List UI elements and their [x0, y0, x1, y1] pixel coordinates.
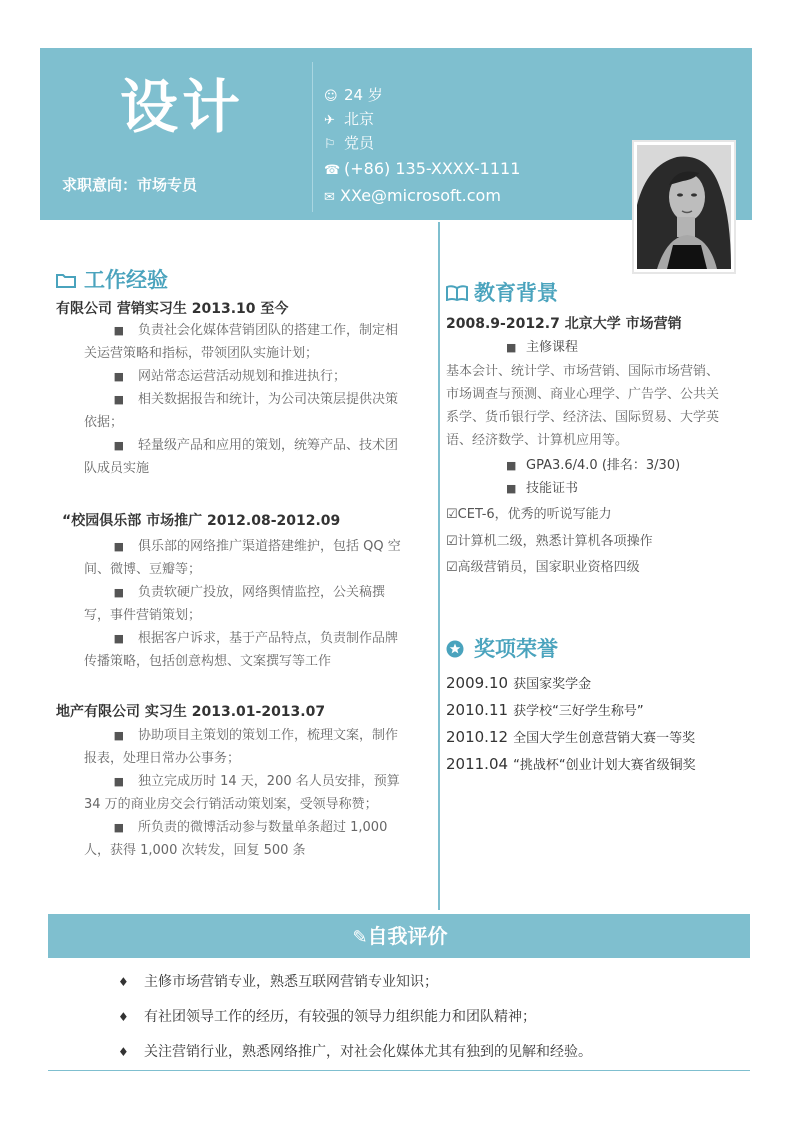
cert-item: ☑计算机二级，熟悉计算机各项操作 [446, 534, 653, 549]
education-title-text: 教育背景 [474, 281, 558, 305]
job-bullet: ■ 协助项目主策划的策划工作，梳理文案，制作 报表，处理日常办公事务； [84, 724, 426, 770]
awards-title-text: 奖项荣誉 [474, 637, 558, 661]
job-bullet: ■ 相关数据报告和统计，为公司决策层提供决策 依据； [84, 388, 426, 434]
award-item: 2011.04 “挑战杯“创业计划大赛省级铜奖 [446, 755, 696, 773]
pencil-icon: ✎ [352, 927, 368, 948]
job-bullets [84, 535, 429, 673]
square-bullet-icon: ■ [113, 439, 124, 452]
courses-text: 基本会计、统计学、市场营销、国际市场营销、 市场调查与预测、商业心理学、广告学、公共关 系学、货币银行学、经济法、国际贸易、大学英 语、经济数学、计算机应用等。 [446, 364, 720, 448]
job-header: 地产有限公司 实习生 2013.01-2013.07 [56, 704, 326, 720]
square-bullet-icon: ■ [113, 775, 124, 788]
square-bullet-icon: ■ [113, 370, 124, 383]
star-icon [446, 639, 474, 660]
location-row [324, 112, 374, 127]
self-eval-item: ♦ 有社团领导工作的经历，有较强的领导力组织能力和团队精神； [118, 1009, 536, 1025]
job-bullets [84, 724, 429, 862]
column-divider [438, 222, 440, 910]
age-row [324, 88, 383, 103]
phone-text: (+86) 135-XXXX-1111 [344, 159, 521, 178]
award-item: 2010.12 全国大学生创意营销大赛一等奖 [446, 728, 696, 746]
work-section-title [56, 270, 168, 291]
phone-row [324, 161, 520, 177]
mail-icon: ✉ [324, 190, 335, 205]
politics-row [324, 136, 374, 151]
bottom-divider [48, 1070, 750, 1071]
job-bullet: ■ 所负责的微博活动参与数量单条超过 1,000 人，获得 1,000 次转发，回复 500 条 [84, 816, 426, 862]
location-text: 北京 [344, 110, 375, 128]
self-eval-title: ✎自我评价 [352, 924, 448, 948]
email-text: XXe@microsoft.com [340, 186, 501, 205]
square-bullet-icon: ■ [506, 459, 517, 472]
email-row [324, 188, 501, 204]
job-bullet: ■ 根据客户诉求，基于产品特点，负责制作品牌 传播策略，包括创意构想、文案撰写等工作 [84, 627, 426, 673]
square-bullet-icon: ■ [113, 632, 124, 645]
politics-text: 党员 [344, 134, 375, 152]
diamond-bullet-icon: ♦ [118, 975, 129, 989]
age-text: 24 岁 [344, 86, 383, 104]
folder-icon [56, 270, 84, 291]
education-header: 2008.9-2012.7 北京大学 市场营销 [446, 316, 682, 332]
job-header: 有限公司 营销实习生 2013.10 至今 [56, 301, 289, 317]
square-bullet-icon: ■ [113, 393, 124, 406]
award-item: 2010.11 获学校“三好学生称号” [446, 701, 644, 719]
diamond-bullet-icon: ♦ [118, 1010, 129, 1024]
square-bullet-icon: ■ [113, 586, 124, 599]
cert-item: ☑高级营销员，国家职业资格四级 [446, 560, 640, 575]
portrait-image [637, 145, 731, 269]
awards-section-title [446, 639, 558, 660]
header-divider [312, 62, 313, 212]
job-bullet: ■ 负责社会化媒体营销团队的搭建工作，制定相 关运营策略和指标，带领团队实施计划； [84, 319, 426, 365]
phone-icon: ☎ [324, 163, 341, 178]
smile-icon: ☺ [324, 89, 338, 104]
square-bullet-icon: ■ [113, 324, 124, 337]
award-item: 2009.10 获国家奖学金 [446, 674, 592, 692]
job-bullet: ■ 独立完成历时 14 天，200 名人员安排，预算 34 万的商业房交会行销活动策划案，受领导称赞； [84, 770, 426, 816]
plane-icon: ✈ [324, 113, 335, 128]
job-bullets [84, 319, 429, 480]
flag-icon: ⚐ [324, 137, 336, 152]
square-bullet-icon: ■ [113, 821, 124, 834]
self-eval-item: ♦ 主修市场营销专业，熟悉互联网营销专业知识； [118, 974, 438, 990]
square-bullet-icon: ■ [506, 341, 517, 354]
job-header: “校园俱乐部 市场推广 2012.08-2012.09 [62, 513, 341, 529]
education-section-title [446, 283, 558, 304]
cert-label: ■ 技能证书 [506, 481, 579, 496]
job-bullet: ■ 俱乐部的网络推广渠道搭建维护，包括 QQ 空 间、微博、豆瓣等； [84, 535, 426, 581]
job-bullet: ■ 轻量级产品和应用的策划，统筹产品、技术团 队成员实施 [84, 434, 426, 480]
book-icon [446, 283, 474, 304]
job-bullet: ■ 网站常态运营活动规划和推进执行； [84, 365, 426, 388]
courses-label: ■ 主修课程 [506, 340, 579, 355]
square-bullet-icon: ■ [113, 540, 124, 553]
candidate-name: 设计 [120, 73, 245, 141]
self-eval-item: ♦ 关注营销行业，熟悉网络推广，对社会化媒体尤其有独到的见解和经验。 [118, 1044, 592, 1060]
profile-photo [632, 140, 736, 274]
work-title-text: 工作经验 [84, 268, 168, 292]
job-objective: 求职意向：市场专员 [62, 176, 198, 194]
cert-item: ☑CET-6，优秀的听说写能力 [446, 507, 612, 522]
square-bullet-icon: ■ [113, 729, 124, 742]
diamond-bullet-icon: ♦ [118, 1045, 129, 1059]
gpa-row: ■ GPA3.6/4.0 (排名：3/30) [506, 458, 681, 473]
square-bullet-icon: ■ [506, 482, 517, 495]
job-bullet: ■ 负责软硬广投放，网络舆情监控，公关稿撰 写，事件营销策划； [84, 581, 426, 627]
